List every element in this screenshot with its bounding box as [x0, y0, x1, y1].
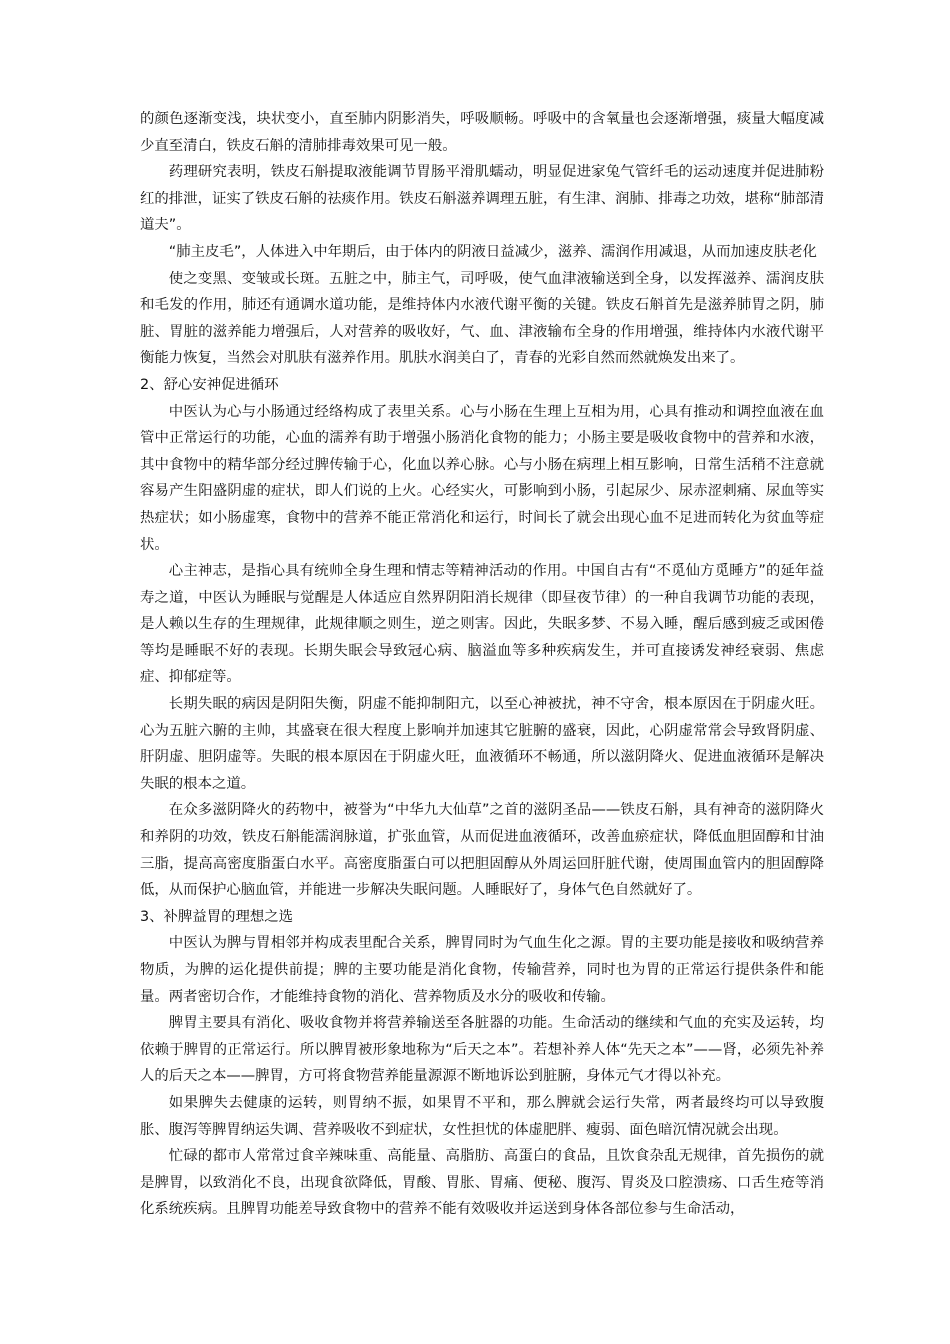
section-heading-2: 2、舒心安神促进循环: [140, 376, 279, 393]
document-page: [140, 106, 824, 1223]
paragraph-skin-nourish: 使之变黑、变皱或长斑。五脏之中，肺主气，司呼吸，使气血津液输送到全身，以发挥滋养、濡润皮肤和毛发的作用，肺还有通调水道功能，是维持体内水液代谢平衡的关键。铁皮石斛首先是滋养肺胃之阴，肺脏、胃脏的滋养能力增强后，人对营养的吸收好，气、血、津液输布全身的作用增强，维持体内水液代谢平衡能力恢复，当然会对肌肤有滋养作用。肌肤水润美白了，青春的光彩自然而然就焕发出来了。: [140, 270, 824, 367]
paragraph-insomnia-cause: 长期失眠的病因是阴阳失衡，阴虚不能抑制阳亢，以至心神被扰，神不守舍，根本原因在于阴虚火旺。心为五脏六腑的主帅，其盛衰在很大程度上影响并加速其它脏腑的盛衰，因此，心阴虚常常会导致肾阴虚、肝阴虚、胆阴虚等。失眠的根本原因在于阴虚火旺，血液循环不畅通，所以滋阴降火、促进血液循环是解决失眠的根本之道。: [140, 696, 824, 792]
paragraph-lung-skin: “肺主皮毛”，人体进入中年期后，由于体内的阴液日益减少，滋养、濡润作用减退，从而加速皮肤老化: [168, 243, 817, 260]
paragraph-lung-recovery: 的颜色逐渐变浅，块状变小，直至肺内阴影消失，呼吸顺畅。呼吸中的含氧量也会逐渐增强，痰量大幅度减少直至清白，铁皮石斛的清肺排毒效果可见一般。: [140, 111, 824, 154]
paragraph-pharmacology: 药理研究表明，铁皮石斛提取液能调节胃肠平滑肌蠕动，明显促进家兔气管纤毛的运动速度并促进肺粉红的排泄，证实了铁皮石斛的祛痰作用。铁皮石斛滋养调理五脏，有生津、润肺、排毒之功效，堪称“肺部清道夫”。: [140, 164, 824, 234]
paragraph-dendrobium-circulation: 在众多滋阴降火的药物中，被誉为“中华九大仙草”之首的滋阴圣品——铁皮石斛，具有神奇的滋阴降火和养阴的功效，铁皮石斛能濡润脉道，扩张血管，从而促进血液循环，改善血瘀症状，降低血胆固醇和甘油三脂，提高高密度脂蛋白水平。高密度脂蛋白可以把胆固醇从外周运回肝脏代谢，使周围血管内的胆固醇降低，从而保护心脑血管，并能进一步解决失眠问题。人睡眠好了，身体气色自然就好了。: [140, 802, 824, 899]
section-heading-3: 3、补脾益胃的理想之选: [140, 908, 294, 925]
paragraph-urban-diet: 忙碌的都市人常常过食辛辣味重、高能量、高脂肪、高蛋白的食品，且饮食杂乱无规律，首先损伤的就是脾胃，以致消化不良，出现食欲降低，胃酸、胃胀、胃痛、便秘、腹泻、胃炎及口腔溃疡、口舌生疮等消化系统疾病。且脾胃功能差导致食物中的营养不能有效吸收并运送到身体各部位参与生命活动，: [140, 1148, 824, 1218]
paragraph-heart-intestine: 中医认为心与小肠通过经络构成了表里关系。心与小肠在生理上互相为用，心具有推动和调控血液在血管中正常运行的功能，心血的濡养有助于增强小肠消化食物的能力；小肠主要是吸收食物中的营养和水液，其中食物中的精华部分经过脾传输于心，化血以养心脉。心与小肠在病理上相互影响，日常生活稍不注意就容易产生阳盛阴虚的症状，即人们说的上火。心经实火，可影响到小肠，引起尿少、尿赤涩刺痛、尿血等实热症状；如小肠虚寒，食物中的营养不能正常消化和运行，时间长了就会出现心血不足进而转化为贫血等症状。: [140, 403, 824, 553]
paragraph-spleen-stomach: 中医认为脾与胃相邻并构成表里配合关系，脾胃同时为气血生化之源。胃的主要功能是接收和吸纳营养物质，为脾的运化提供前提；脾的主要功能是消化食物，传输营养，同时也为胃的正常运行提供条件和能量。两者密切合作，才能维持食物的消化、营养物质及水分的吸收和传输。: [140, 935, 824, 1005]
paragraph-spleen-dysfunction: 如果脾失去健康的运转，则胃纳不振，如果胃不平和，那么脾就会运行失常，两者最终均可以导致腹胀、腹泻等脾胃纳运失调、营养吸收不到症状，女性担忧的体虚肥胖、瘦弱、面色暗沉情况就会出现。: [140, 1094, 824, 1138]
paragraph-acquired-foundation: 脾胃主要具有消化、吸收食物并将营养输送至各脏器的功能。生命活动的继续和气血的充实及运转，均依赖于脾胃的正常运行。所以脾胃被形象地称为“后天之本”。若想补养人体“先天之本”——肾，必须先补养人的后天之本——脾胃，方可将食物营养能量源源不断地诉讼到脏腑，身体元气才得以补充。: [140, 1015, 824, 1085]
paragraph-heart-spirit: 心主神志，是指心具有统帅全身生理和情志等精神活动的作用。中国自古有“不觅仙方觅睡方”的延年益寿之道，中医认为睡眠与觉醒是人体适应自然界阴阳消长规律（即昼夜节律）的一种自我调节功能的表现，是人赖以生存的生理规律，此规律顺之则生，逆之则害。因此，失眠多梦、不易入睡，醒后感到疲乏或困倦等均是睡眠不好的表现。长期失眠会导致冠心病、脑溢血等多种疾病发生，并可直接诱发神经衰弱、焦虑症、抑郁症等。: [140, 563, 824, 686]
